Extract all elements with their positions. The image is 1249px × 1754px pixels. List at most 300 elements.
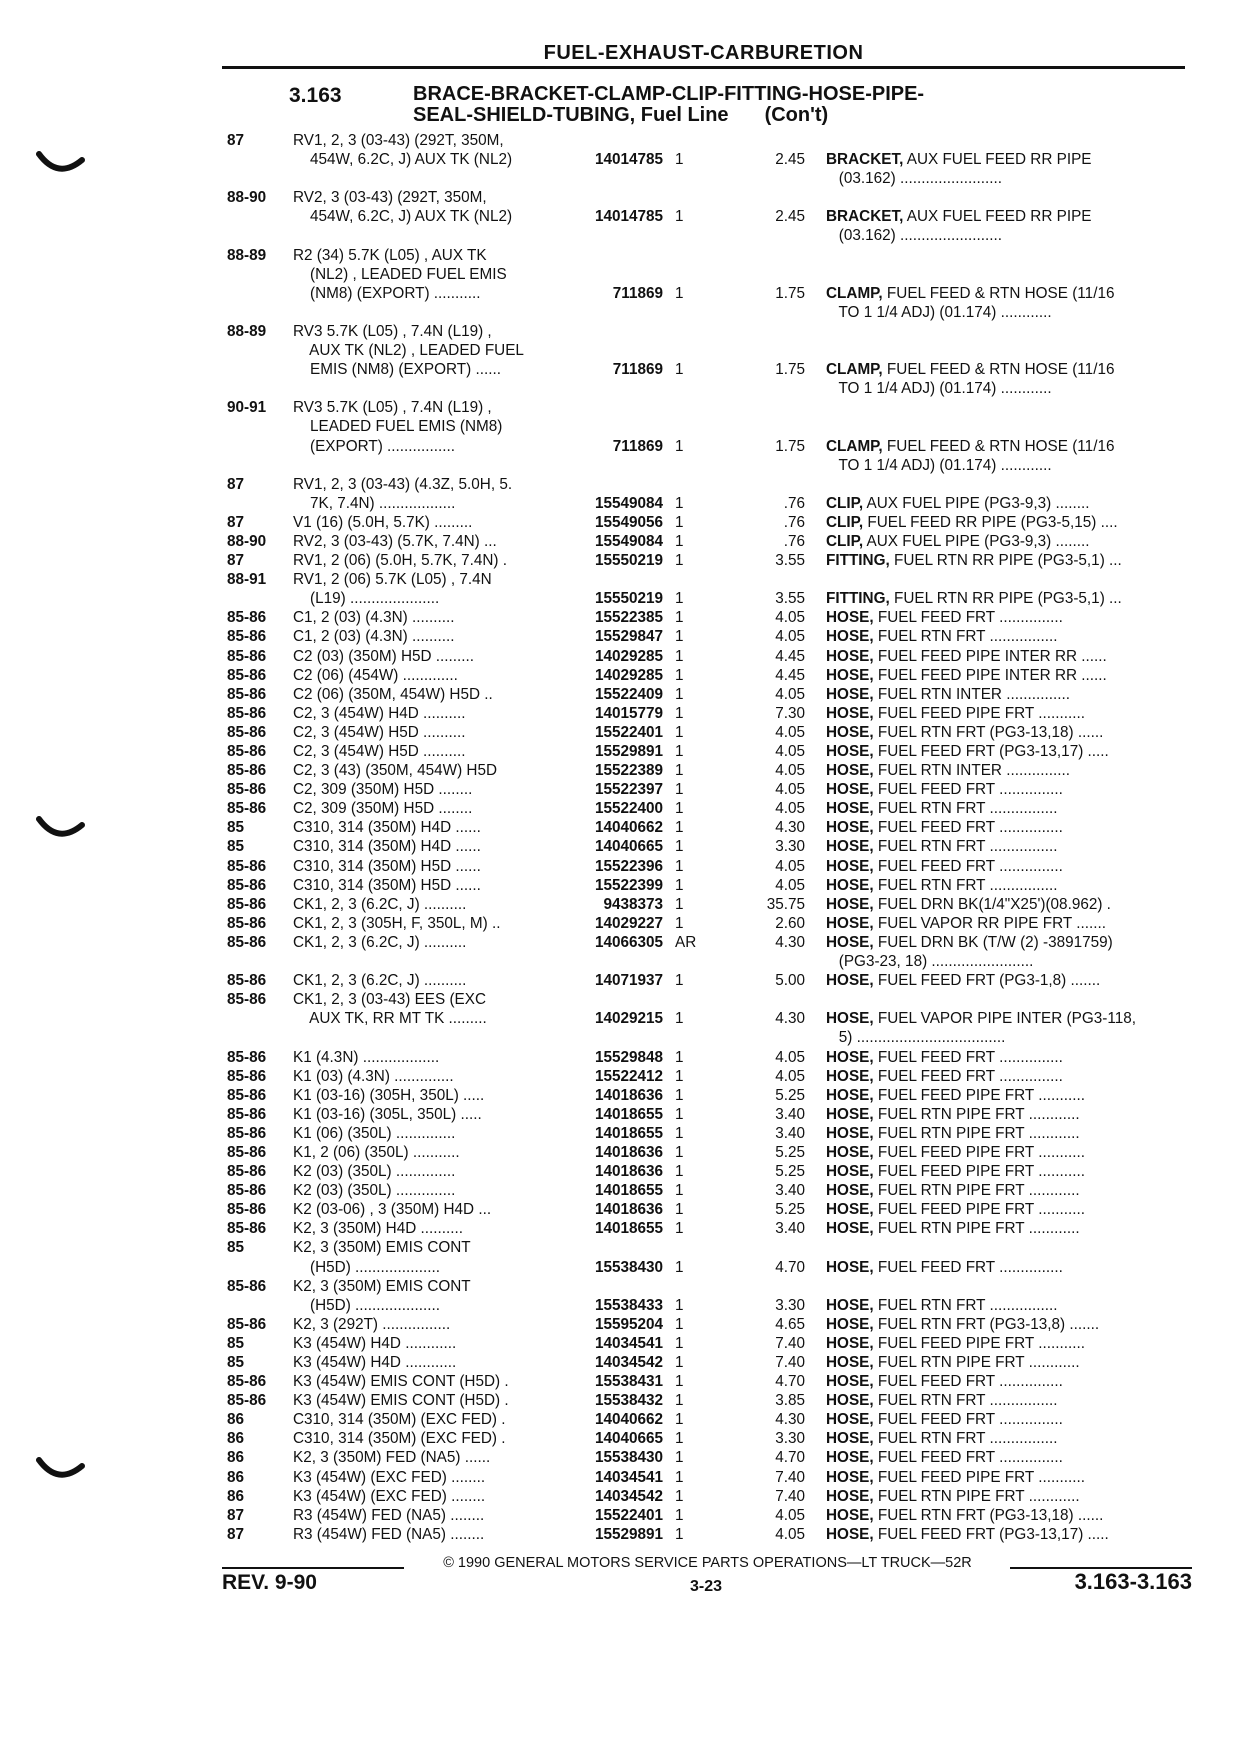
row-description-keyword: HOSE, [826, 1086, 874, 1104]
row-description-text: FUEL FEED PIPE FRT ........... [873, 1201, 1085, 1219]
row-description-text: FUEL FEED FRT ............... [873, 1258, 1063, 1276]
row-description [805, 799, 1172, 818]
row-price: 7.40 [775, 1334, 805, 1352]
row-year: 87 [227, 132, 245, 149]
table-row [0, 532, 1249, 551]
section-title-line2 [413, 105, 1113, 126]
row-qty: 1 [675, 704, 684, 722]
row-model: RV3 5.7K (L05) , 7.4N (L19) , [293, 322, 492, 340]
row-model: 7K, 7.4N) .................. [293, 494, 456, 512]
row-part-number: 14018636 [594, 1163, 663, 1181]
table-row [0, 398, 1249, 417]
table-row [0, 1277, 1249, 1296]
row-year: 88-90 [227, 189, 267, 207]
row-description-text: FUEL FEED & RTN HOSE (11/16 [882, 437, 1115, 455]
row-qty: 1 [675, 532, 684, 550]
row-part-number: 14040662 [594, 1411, 663, 1429]
table-row [0, 1143, 1249, 1162]
row-year: 85-86 [227, 609, 267, 627]
row-description-keyword: HOSE, [826, 685, 874, 703]
row-description [805, 647, 1172, 666]
row-qty: 1 [675, 1010, 684, 1028]
row-description [805, 1448, 1172, 1467]
row-qty: 1 [675, 800, 684, 818]
table-row [0, 437, 1249, 456]
row-description-keyword: HOSE, [826, 1315, 874, 1333]
row-part-number: 14034542 [594, 1487, 663, 1505]
table-row [0, 1487, 1249, 1506]
row-model: R2 (34) 5.7K (L05) , AUX TK [293, 246, 487, 264]
row-model: (NM8) (EXPORT) ........... [293, 284, 481, 302]
row-description [805, 666, 1172, 685]
row-price: 4.05 [775, 723, 805, 741]
continued-label: (Con't) [764, 104, 829, 126]
table-row [0, 1506, 1249, 1525]
row-qty: 1 [675, 1296, 684, 1314]
row-price: 4.05 [775, 743, 805, 760]
row-part-number: 14018655 [594, 1220, 663, 1238]
row-year: 85-86 [227, 743, 267, 760]
row-description-text: FUEL FEED RR PIPE (PG3-5,15) .... [863, 513, 1118, 531]
row-description [805, 1258, 1172, 1277]
row-description-keyword: HOSE, [826, 1048, 874, 1066]
row-price: 5.25 [775, 1163, 805, 1181]
table-row [0, 379, 1249, 398]
row-part-number: 14014785 [594, 151, 663, 169]
table-row [0, 1086, 1249, 1105]
table-row [0, 1048, 1249, 1067]
row-description [805, 1487, 1172, 1506]
row-model: K2, 3 (350M) EMIS CONT [293, 1239, 471, 1257]
row-description-text: FUEL FEED & RTN HOSE (11/16 [882, 361, 1115, 379]
row-description-text: FUEL FEED FRT ............... [873, 819, 1063, 837]
row-description-text: FUEL VAPOR RR PIPE FRT ....... [873, 914, 1106, 932]
row-description-text: FUEL FEED PIPE INTER RR ...... [873, 666, 1107, 684]
row-description-keyword: HOSE, [826, 1334, 874, 1352]
row-price: 7.30 [775, 704, 805, 722]
row-qty: 1 [675, 819, 684, 837]
row-qty: 1 [675, 972, 684, 990]
table-row [0, 1258, 1249, 1277]
row-price: 1.75 [775, 361, 805, 379]
table-row [0, 627, 1249, 646]
row-model: K3 (454W) H4D ............ [293, 1354, 457, 1371]
row-model: RV1, 2, 3 (03-43) (4.3Z, 5.0H, 5. [293, 475, 513, 493]
row-description-keyword: HOSE, [826, 1143, 874, 1161]
row-description [805, 1296, 1172, 1315]
row-price: 4.05 [775, 781, 805, 799]
table-row [0, 1028, 1249, 1047]
row-description-keyword: HOSE, [826, 1220, 874, 1238]
row-part-number: 15522385 [594, 609, 663, 627]
row-year: 87 [227, 1525, 245, 1543]
row-qty: 1 [675, 781, 684, 799]
row-description-keyword: FITTING, [826, 552, 890, 570]
row-year: 85 [227, 1334, 245, 1352]
row-description-text: FUEL FEED PIPE FRT ........... [873, 1334, 1085, 1352]
row-description-keyword: HOSE, [826, 1201, 874, 1219]
row-year: 88-90 [227, 532, 267, 550]
row-model: C2, 309 (350M) H5D ........ [293, 800, 473, 818]
row-part-number: 14018655 [594, 1182, 663, 1200]
table-row [0, 226, 1249, 245]
table-row [0, 475, 1249, 494]
row-description-keyword: HOSE, [826, 972, 874, 990]
row-year: 86 [227, 1487, 245, 1505]
row-description-keyword: HOSE, [826, 1163, 874, 1181]
row-qty: 1 [675, 1220, 684, 1238]
row-description-keyword: HOSE, [826, 1354, 874, 1371]
row-year: 86 [227, 1449, 245, 1467]
row-description [805, 1162, 1172, 1181]
row-year: 85-86 [227, 666, 267, 684]
row-description-keyword: HOSE, [826, 876, 874, 894]
row-description-text: FUEL FEED FRT (PG3-1,8) ....... [873, 972, 1101, 990]
row-description-text: FUEL RTN PIPE FRT ............ [873, 1220, 1080, 1238]
row-year: 88-91 [227, 571, 267, 589]
row-part-number: 15538430 [594, 1258, 663, 1276]
row-qty: AR [675, 933, 697, 951]
row-description [805, 1468, 1172, 1487]
row-model: K3 (454W) EMIS CONT (H5D) . [293, 1373, 509, 1391]
table-row [0, 1372, 1249, 1391]
row-description-keyword: HOSE, [826, 1449, 874, 1467]
row-description-keyword: HOSE, [826, 743, 874, 760]
row-model: CK1, 2, 3 (6.2C, J) .......... [293, 972, 467, 990]
row-description-text: (03.162) ........................ [826, 170, 1002, 188]
row-description-text: FUEL RTN FRT (PG3-13,8) ....... [873, 1315, 1100, 1333]
table-row [0, 818, 1249, 837]
row-description-keyword: HOSE, [826, 1411, 874, 1429]
row-model: C2, 3 (454W) H4D .......... [293, 704, 466, 722]
row-description-keyword: CLIP, [826, 532, 864, 550]
table-row [0, 1525, 1249, 1544]
row-part-number: 711869 [612, 284, 663, 302]
row-description-text: FUEL FEED FRT ............... [873, 1048, 1063, 1066]
row-model: CK1, 2, 3 (03-43) EES (EXC [293, 991, 486, 1009]
row-price: 4.05 [775, 800, 805, 818]
table-row [0, 799, 1249, 818]
table-row [0, 608, 1249, 627]
row-description-keyword: BRACKET, [826, 208, 904, 226]
row-description-text: FUEL FEED FRT ............... [873, 781, 1063, 799]
row-model: R3 (454W) FED (NA5) ........ [293, 1506, 485, 1524]
row-description [805, 589, 1172, 608]
row-qty: 1 [675, 647, 684, 665]
row-description-keyword: FITTING, [826, 590, 890, 608]
row-qty: 1 [675, 1086, 684, 1104]
row-year: 85-86 [227, 685, 267, 703]
table-row [0, 207, 1249, 226]
row-description-text: FUEL FEED PIPE FRT ........... [873, 1163, 1085, 1181]
table-row [0, 780, 1249, 799]
row-part-number: 14029215 [594, 1010, 663, 1028]
row-price: 1.75 [775, 437, 805, 455]
row-price: .76 [783, 494, 805, 512]
row-model: EMIS (NM8) (EXPORT) ...... [293, 361, 501, 379]
row-description [805, 1067, 1172, 1086]
row-price: 1.75 [775, 284, 805, 302]
row-price: 4.70 [775, 1373, 805, 1391]
section-title-text: SEAL-SHIELD-TUBING, Fuel Line [413, 104, 729, 126]
table-row [0, 1105, 1249, 1124]
row-description [805, 1200, 1172, 1219]
row-description [805, 532, 1172, 551]
row-description-keyword: CLAMP, [826, 361, 883, 379]
row-description-keyword: HOSE, [826, 1105, 874, 1123]
row-model: K1 (03) (4.3N) .............. [293, 1067, 454, 1085]
row-part-number: 15522400 [594, 800, 663, 818]
table-row [0, 876, 1249, 895]
row-year: 85-86 [227, 1105, 267, 1123]
row-price: 3.85 [775, 1392, 805, 1410]
row-qty: 1 [675, 1163, 684, 1181]
row-part-number: 15522412 [594, 1067, 663, 1085]
row-qty: 1 [675, 1334, 684, 1352]
row-qty: 1 [675, 1182, 684, 1200]
row-price: 3.30 [775, 1430, 805, 1448]
row-part-number: 15522396 [594, 857, 663, 875]
row-model: RV2, 3 (03-43) (5.7K, 7.4N) ... [293, 532, 497, 550]
table-row [0, 417, 1249, 436]
row-part-number: 15549084 [594, 532, 663, 550]
row-description-text: FUEL RTN RR PIPE (PG3-5,1) ... [889, 552, 1122, 570]
row-year: 85-86 [227, 1182, 267, 1200]
row-model: C2 (03) (350M) H5D ......... [293, 647, 475, 665]
row-price: .76 [783, 513, 805, 531]
row-model: K2 (03) (350L) .............. [293, 1182, 456, 1200]
row-description-text: FUEL RTN FRT ................ [873, 800, 1058, 818]
row-year: 85-86 [227, 1067, 267, 1085]
row-description [805, 723, 1172, 742]
table-row [0, 1391, 1249, 1410]
row-description-keyword: HOSE, [826, 819, 874, 837]
row-description [805, 761, 1172, 780]
row-part-number: 9438373 [603, 895, 663, 913]
row-description-keyword: HOSE, [826, 1067, 874, 1085]
row-qty: 1 [675, 1258, 684, 1276]
row-description [805, 303, 1172, 322]
row-description-text: TO 1 1/4 ADJ) (01.174) ............ [826, 380, 1052, 398]
row-description [805, 207, 1172, 226]
parts-table [0, 131, 1249, 1544]
row-model: 454W, 6.2C, J) AUX TK (NL2) [293, 208, 513, 226]
row-description-text: AUX FUEL FEED RR PIPE [903, 151, 1092, 169]
row-description-text: AUX FUEL FEED RR PIPE [903, 208, 1092, 226]
table-row [0, 1009, 1249, 1028]
row-model: (H5D) .................... [293, 1258, 441, 1276]
row-part-number: 15522401 [594, 1506, 663, 1524]
row-price: 4.05 [775, 628, 805, 646]
row-description-text: FUEL RTN FRT ................ [873, 876, 1058, 894]
row-part-number: 15529847 [594, 628, 663, 646]
row-price: 3.40 [775, 1182, 805, 1200]
row-description-keyword: HOSE, [826, 1392, 874, 1410]
row-description-keyword: HOSE, [826, 800, 874, 818]
row-price: 5.25 [775, 1143, 805, 1161]
row-description-keyword: HOSE, [826, 838, 874, 856]
table-row [0, 1296, 1249, 1315]
row-year: 85 [227, 1239, 245, 1257]
row-part-number: 15595204 [594, 1315, 663, 1333]
row-qty: 1 [675, 284, 684, 302]
row-model: C2, 3 (43) (350M, 454W) H5D [293, 762, 498, 780]
table-row [0, 456, 1249, 475]
row-description [805, 1391, 1172, 1410]
row-year: 85-86 [227, 1315, 267, 1333]
row-model: V1 (16) (5.0H, 5.7K) ......... [293, 513, 473, 531]
row-price: 4.30 [775, 819, 805, 837]
row-description [805, 685, 1172, 704]
row-qty: 1 [675, 1430, 684, 1448]
row-description [805, 1410, 1172, 1429]
row-qty: 1 [675, 895, 684, 913]
table-row [0, 1219, 1249, 1238]
row-part-number: 15529848 [594, 1048, 663, 1066]
table-row [0, 837, 1249, 856]
row-price: 4.45 [775, 647, 805, 665]
row-description-keyword: HOSE, [826, 1124, 874, 1142]
row-qty: 1 [675, 552, 684, 570]
table-row [0, 188, 1249, 207]
row-model: C2, 3 (454W) H5D .......... [293, 743, 466, 760]
row-description-keyword: HOSE, [826, 704, 874, 722]
row-description-keyword: HOSE, [826, 628, 874, 646]
row-description [805, 1334, 1172, 1353]
table-row [0, 952, 1249, 971]
row-price: 3.30 [775, 1296, 805, 1314]
row-part-number: 711869 [612, 437, 663, 455]
row-part-number: 14029227 [594, 914, 663, 932]
row-year: 85-86 [227, 800, 267, 818]
row-year: 85-86 [227, 723, 267, 741]
row-model: C2, 3 (454W) H5D .......... [293, 723, 466, 741]
row-description-text: FUEL VAPOR PIPE INTER (PG3-118, [873, 1010, 1136, 1028]
row-price: 2.45 [775, 151, 805, 169]
table-row [0, 1200, 1249, 1219]
row-description-text: FUEL RTN INTER ............... [873, 685, 1070, 703]
row-price: 4.05 [775, 857, 805, 875]
row-price: 3.40 [775, 1124, 805, 1142]
row-description-text: FUEL RTN FRT ................ [873, 1296, 1058, 1314]
row-year: 85-86 [227, 1048, 267, 1066]
row-part-number: 14034541 [594, 1334, 663, 1352]
table-row [0, 971, 1249, 990]
row-description [805, 1353, 1172, 1372]
row-price: 7.40 [775, 1354, 805, 1371]
row-price: 2.45 [775, 208, 805, 226]
table-row [0, 551, 1249, 570]
row-model: RV1, 2, 3 (03-43) (292T, 350M, [293, 132, 504, 149]
row-qty: 1 [675, 437, 684, 455]
row-description-text: FUEL FEED FRT ............... [873, 1411, 1063, 1429]
row-description-text: FUEL FEED FRT ............... [873, 857, 1063, 875]
row-description-text: FUEL RTN FRT ................ [873, 1392, 1058, 1410]
table-row [0, 914, 1249, 933]
row-qty: 1 [675, 628, 684, 646]
row-year: 85-86 [227, 972, 267, 990]
row-description-text: FUEL RTN PIPE FRT ............ [873, 1182, 1080, 1200]
row-year: 85-86 [227, 647, 267, 665]
row-description [805, 456, 1172, 475]
row-model: CK1, 2, 3 (6.2C, J) .......... [293, 895, 467, 913]
row-model: K1 (4.3N) .................. [293, 1048, 440, 1066]
row-model: C310, 314 (350M) (EXC FED) . [293, 1411, 506, 1429]
row-description [805, 1086, 1172, 1105]
row-model: K2, 3 (350M) H4D .......... [293, 1220, 464, 1238]
row-price: 3.40 [775, 1105, 805, 1123]
row-description-text: FUEL RTN PIPE FRT ............ [873, 1124, 1080, 1142]
row-description [805, 1028, 1172, 1047]
section-title-line1: BRACE-BRACKET-CLAMP-CLIP-FITTING-HOSE-PIPE- [413, 83, 925, 105]
row-model: LEADED FUEL EMIS (NM8) [293, 418, 503, 436]
table-row [0, 857, 1249, 876]
row-description-text: FUEL DRN BK(1/4"X25')(08.962) . [873, 895, 1111, 913]
row-price: 4.30 [775, 1411, 805, 1429]
row-description [805, 704, 1172, 723]
row-description [805, 1219, 1172, 1238]
table-row [0, 1181, 1249, 1200]
row-qty: 1 [675, 685, 684, 703]
row-description [805, 1105, 1172, 1124]
row-part-number: 15522389 [594, 762, 663, 780]
table-row [0, 742, 1249, 761]
row-year: 85 [227, 1354, 245, 1371]
row-qty: 1 [675, 609, 684, 627]
row-description [805, 437, 1172, 456]
row-qty: 1 [675, 723, 684, 741]
row-price: 35.75 [766, 895, 805, 913]
row-description-text: FUEL FEED & RTN HOSE (11/16 [882, 284, 1115, 302]
row-part-number: 14040662 [594, 819, 663, 837]
row-model: R3 (454W) FED (NA5) ........ [293, 1525, 485, 1543]
row-part-number: 15538432 [594, 1392, 663, 1410]
row-description-keyword: HOSE, [826, 666, 874, 684]
table-row [0, 666, 1249, 685]
row-price: 7.40 [775, 1487, 805, 1505]
table-row [0, 246, 1249, 265]
table-row [0, 1410, 1249, 1429]
row-description-keyword: HOSE, [826, 647, 874, 665]
row-year: 85-86 [227, 1124, 267, 1142]
row-part-number: 15522399 [594, 876, 663, 894]
table-row [0, 647, 1249, 666]
row-description-text: FUEL RTN PIPE FRT ............ [873, 1354, 1080, 1371]
row-description [805, 169, 1172, 188]
table-row [0, 131, 1249, 150]
row-description-keyword: HOSE, [826, 1010, 874, 1028]
row-model: K2, 3 (350M) FED (NA5) ...... [293, 1449, 491, 1467]
table-row [0, 1468, 1249, 1487]
row-model: C310, 314 (350M) H4D ...... [293, 838, 481, 856]
row-price: .76 [783, 532, 805, 550]
page-header: FUEL-EXHAUST-CARBURETION [543, 42, 864, 64]
row-part-number: 14018655 [594, 1124, 663, 1142]
table-row [0, 723, 1249, 742]
row-model: K1 (03-16) (305H, 350L) ..... [293, 1086, 485, 1104]
row-description-text: FUEL RTN INTER ............... [873, 762, 1070, 780]
row-description [805, 895, 1172, 914]
row-part-number: 15549056 [594, 513, 663, 531]
row-qty: 1 [675, 1468, 684, 1486]
row-price: 3.40 [775, 1220, 805, 1238]
table-row [0, 1162, 1249, 1181]
row-description-text: FUEL RTN FRT ................ [873, 838, 1058, 856]
row-description [805, 971, 1172, 990]
row-price: 5.25 [775, 1201, 805, 1219]
row-description-text: FUEL RTN PIPE FRT ............ [873, 1105, 1080, 1123]
row-price: 3.55 [775, 590, 805, 608]
